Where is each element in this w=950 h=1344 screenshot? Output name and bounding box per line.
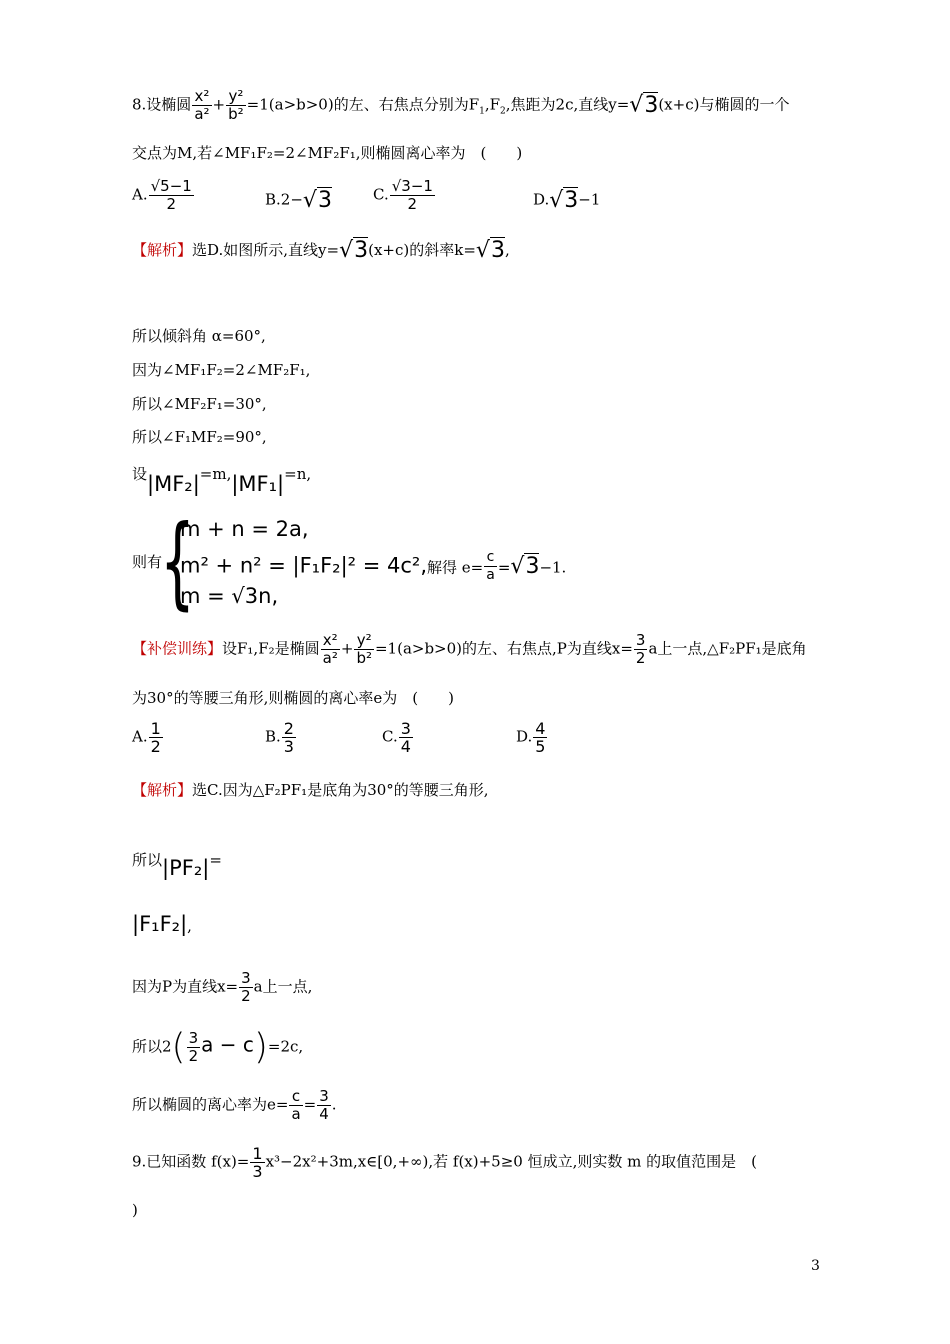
comp-option-c[interactable]: C. $\frac{3}{4}$ bbox=[382, 719, 411, 756]
q8-frac-y: $\frac{\text{y²}}{\text{b²}}$ bbox=[228, 87, 244, 123]
q8-prefix: 8.设椭圆 bbox=[132, 95, 192, 114]
solc-f1f2: |F₁F₂|, bbox=[132, 912, 192, 936]
solc-p-line: 因为P为直线x= $\frac{3}{2}$ a上一点, bbox=[132, 969, 313, 1005]
sol8-then: 则有 bbox=[132, 553, 163, 571]
q8-sqrt: √3 bbox=[629, 92, 659, 118]
q9-line1: 9.已知函数 f(x)= $\frac{1}{3}$ x³−2x²+3m,x∈[0,+∞),若 f(x)+5≥0 恒成立,则实数 m 的取值范围是 ( bbox=[132, 1144, 757, 1181]
comp-option-b[interactable]: B. $\frac{2}{3}$ bbox=[265, 719, 294, 756]
q8-frac-x: $\frac{\text{x²}}{\text{a²}}$ bbox=[194, 87, 210, 123]
q8-option-d[interactable]: D.√3−1 bbox=[533, 188, 601, 213]
q8-option-c[interactable]: C. $\frac{√3-1}{2}$ bbox=[373, 177, 433, 213]
page-number: 3 bbox=[811, 1258, 820, 1274]
q8-line2: 交点为M,若∠MF₁F₂=2∠MF₂F₁,则椭圆离心率为 ( ) bbox=[132, 144, 523, 162]
compensation-tag: 【补偿训练】 bbox=[132, 639, 223, 658]
q8-option-b[interactable]: B.2−√3 bbox=[265, 188, 332, 213]
comp-line1: 【补偿训练】设F₁,F₂是椭圆 $\frac{\text{x²}}{\text{a²}}$ + $\frac{\text{y²}}{\text{b²}}$ =1(a>b>0)的左、右焦点,P为直线x= $\frac{3}{2}$ a上一点,△F₂PF₁是底角 bbox=[132, 631, 807, 667]
sol8-l4: 所以∠F₁MF₂=90°, bbox=[132, 428, 267, 446]
sol8-l3: 所以∠MF₂F₁=30°, bbox=[132, 395, 267, 413]
analysis-tag: 【解析】 bbox=[132, 241, 193, 259]
sol8-l2: 因为∠MF₁F₂=2∠MF₂F₁, bbox=[132, 361, 311, 379]
solc-line1: 【解析】选C.因为△F₂PF₁是底角为30°的等腰三角形, bbox=[132, 781, 489, 799]
comp-option-d[interactable]: D. $\frac{4}{5}$ bbox=[516, 719, 546, 756]
solc-equation: 所以2( $\frac{3}{2}$ a − c)=2c, bbox=[132, 1026, 304, 1068]
q9-line2: ) bbox=[132, 1201, 138, 1219]
system-eq1: m + n = 2a, bbox=[180, 517, 309, 541]
sol8-l1: 所以倾斜角 α=60°, bbox=[132, 327, 266, 345]
solc-so: 所以|PF₂|= bbox=[132, 851, 222, 880]
system-eq3: m = √3n, bbox=[180, 584, 279, 608]
solc-result: 所以椭圆的离心率为e= $\frac{c}{a}$ = $\frac{3}{4}$ . bbox=[132, 1087, 337, 1123]
analysis-tag-2: 【解析】 bbox=[132, 781, 193, 799]
sol8-set: 设|MF₂|=m,|MF₁|=n, bbox=[132, 465, 312, 496]
q8-option-a[interactable]: A. $\frac{√5-1}{2}$ bbox=[132, 177, 192, 213]
comp-option-a[interactable]: A. $\frac{1}{2}$ bbox=[132, 719, 161, 756]
comp-line2: 为30°的等腰三角形,则椭圆的离心率e为 ( ) bbox=[132, 689, 454, 707]
system-brace: { bbox=[160, 503, 195, 620]
sol8-line1: 【解析】选D.如图所示,直线y=√3(x+c)的斜率k=√3, bbox=[132, 238, 510, 263]
q8-line1: 8.设椭圆 $\frac{\text{x²}}{\text{a²}}$ + $\frac{\text{y²}}{\text{b²}}$ =1(a>b>0)的左、右焦点分别为$F_1,F_2$,焦距为2c,直线y=√3(x+c)与椭圆的一个 bbox=[132, 87, 790, 123]
system-eq2: m² + n² = |F₁F₂|² = 4c²,解得 e= $\frac{c}{a}$ =√3−1. bbox=[180, 549, 567, 583]
